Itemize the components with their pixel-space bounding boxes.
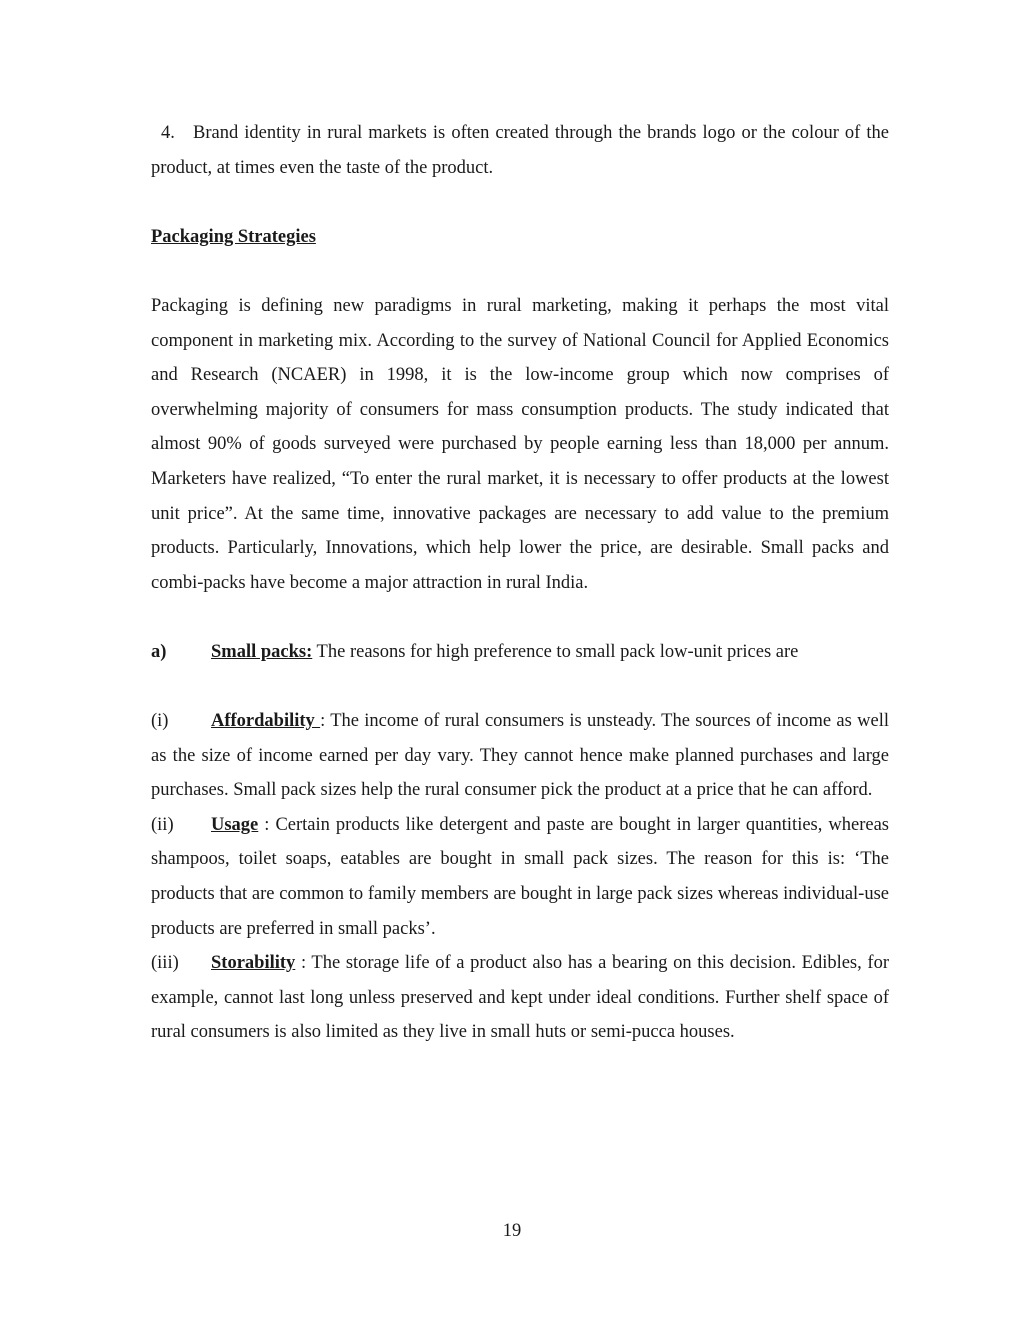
reason-text: : The income of rural consumers is unsteady. The sources of income as well as the size of income earned per day vary. They cannot hence make planned purchases and large purchases. Small pack sizes help the rural consumer pick the product at a price that he can afford. bbox=[151, 711, 889, 801]
spacer bbox=[151, 254, 889, 289]
reason-number: (ii) bbox=[151, 814, 174, 835]
reason-text: : Certain products like detergent and paste are bought in larger quantities, whereas shampoos, toilet soaps, eatables are bought in small pack sizes. The reason for this is: ‘The products that are common to family members are bought in large pack sizes whereas individual-use products are preferred in small packs’. bbox=[151, 814, 889, 939]
intro-paragraph: Packaging is defining new paradigms in rural marketing, making it perhaps the most vital component in marketing mix. According to the survey of National Council for Applied Economics and Research (NCAER) in 1998, it is the low-income group which now comprises of overwhelming majority of consumers for mass consumption products. The study indicated that almost 90% of goods surveyed were purchased by people earning less than 18,000 per annum. Marketers have realized, “To enter the rural market, it is necessary to offer products at the lowest unit price”. At the same time, innovative packages are necessary to add value to the premium products. Particularly, Innovations, which help lower the price, are desirable. Small packs and combi-packs have become a major attraction in rural India. bbox=[151, 295, 889, 593]
list-item-4 bbox=[151, 116, 889, 185]
document-page bbox=[151, 116, 889, 1050]
small-packs-paragraph bbox=[151, 635, 889, 670]
small-packs-title: Small packs: bbox=[211, 641, 313, 662]
reason-usage bbox=[151, 808, 889, 946]
spacer bbox=[151, 600, 889, 635]
reason-term: Storability bbox=[211, 953, 296, 974]
reason-number: (i) bbox=[151, 711, 169, 732]
reason-affordability bbox=[151, 704, 889, 808]
reason-term: Usage bbox=[211, 814, 259, 835]
reason-storability bbox=[151, 946, 889, 1050]
small-packs-label: a) bbox=[151, 641, 167, 662]
spacer bbox=[151, 670, 889, 705]
section-heading: Packaging Strategies bbox=[151, 226, 316, 247]
page-number: 19 bbox=[502, 1221, 522, 1241]
list-item-number: 4. bbox=[161, 123, 175, 143]
reason-text: : The storage life of a product also has a bearing on this decision. Edibles, for example, cannot last long unless preserved and kept under ideal conditions. Further shelf space of rural consumers is also limited as they live in small huts or semi-pucca houses. bbox=[151, 953, 889, 1043]
small-packs-text: The reasons for high preference to small pack low-unit prices are bbox=[312, 641, 799, 662]
list-item-text: Brand identity in rural markets is often created through the brands logo or the colour of the product, at times even the taste of the product. bbox=[151, 123, 889, 178]
reason-number: (iii) bbox=[151, 953, 179, 974]
reason-term: Affordability bbox=[211, 711, 321, 732]
